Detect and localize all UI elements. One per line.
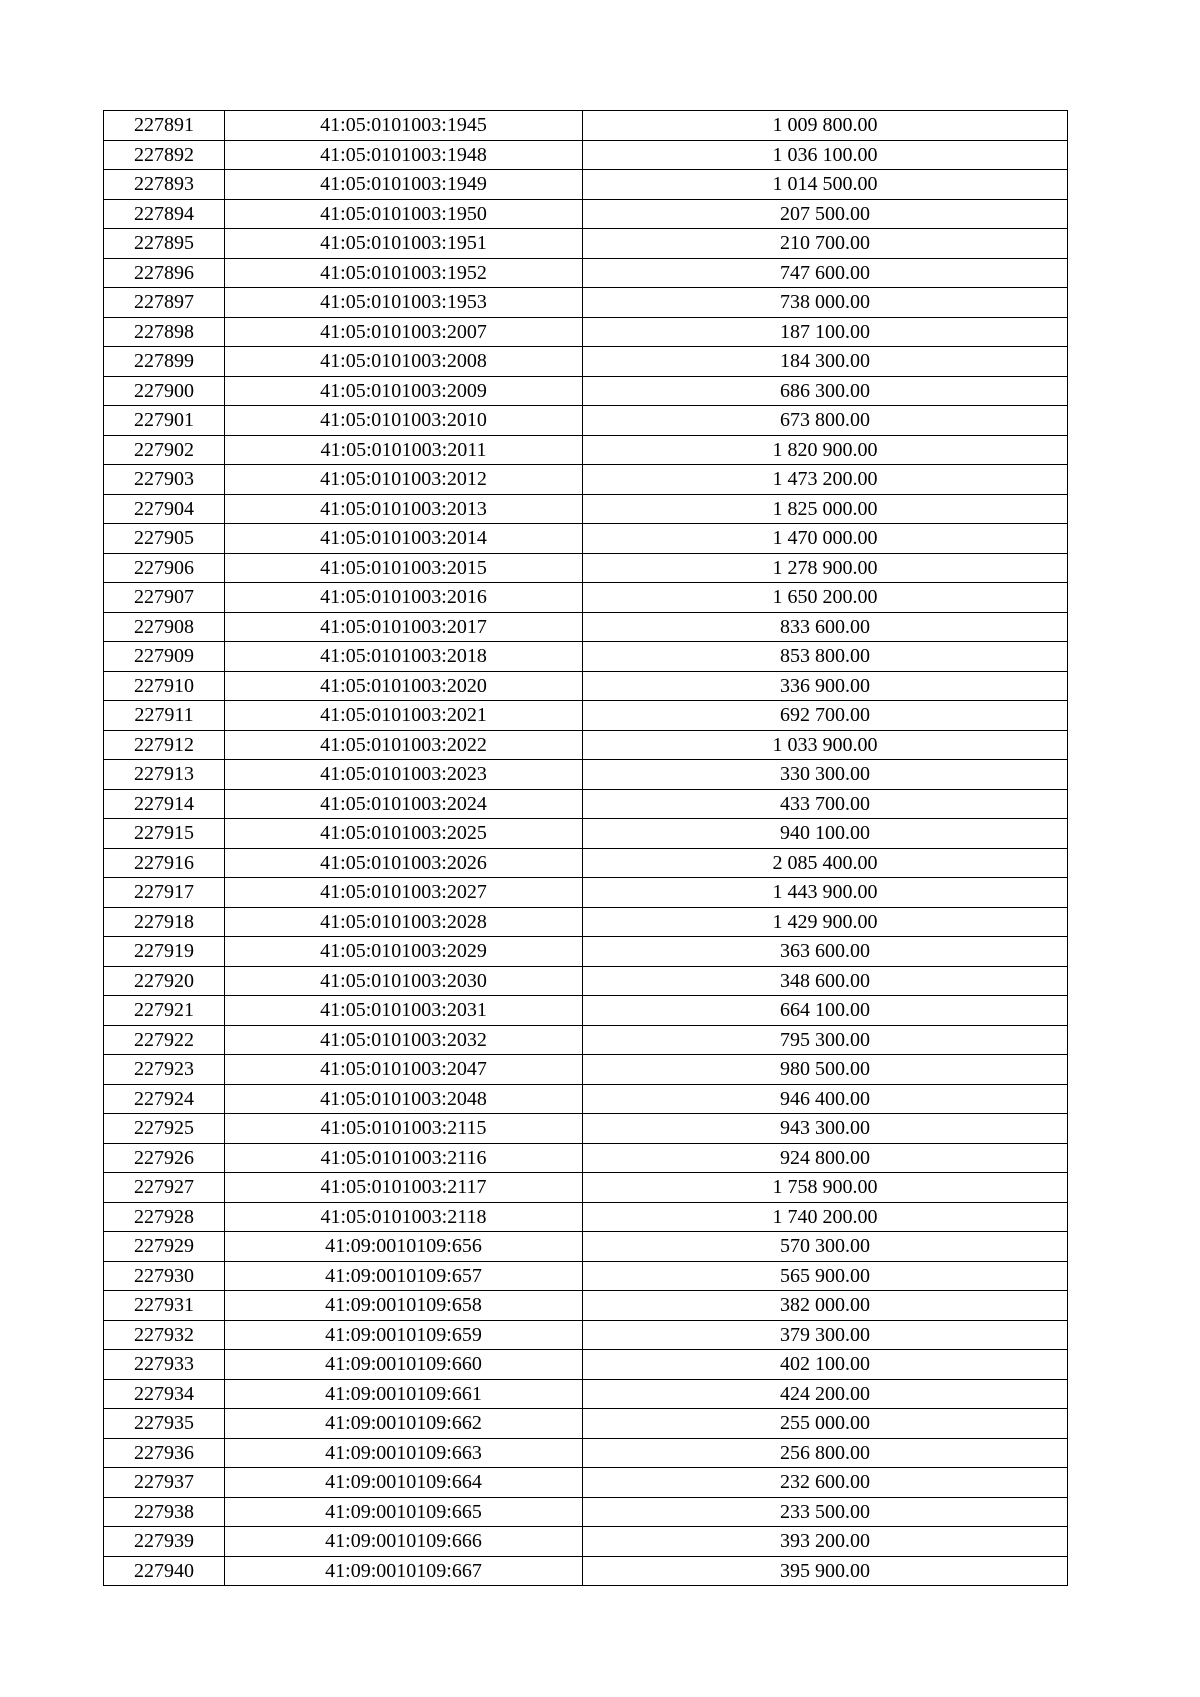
table-row xyxy=(104,907,1068,937)
table-row xyxy=(104,642,1068,672)
row-number-cell: 227891 xyxy=(104,111,225,141)
row-number-cell: 227918 xyxy=(104,907,225,937)
cadastral-number-cell: 41:05:0101003:2023 xyxy=(225,760,583,790)
row-number-cell: 227900 xyxy=(104,376,225,406)
table-row xyxy=(104,760,1068,790)
row-number-cell: 227927 xyxy=(104,1173,225,1203)
cadastral-number-cell: 41:05:0101003:2008 xyxy=(225,347,583,377)
table-row xyxy=(104,583,1068,613)
cadastral-number-cell: 41:05:0101003:2117 xyxy=(225,1173,583,1203)
row-number-cell: 227938 xyxy=(104,1497,225,1527)
row-number-cell: 227895 xyxy=(104,229,225,259)
cadastral-value-cell: 382 000.00 xyxy=(583,1291,1068,1321)
table-row xyxy=(104,1409,1068,1439)
cadastral-value-cell: 1 036 100.00 xyxy=(583,140,1068,170)
cadastral-number-cell: 41:05:0101003:2010 xyxy=(225,406,583,436)
row-number-cell: 227916 xyxy=(104,848,225,878)
cadastral-number-cell: 41:09:0010109:667 xyxy=(225,1556,583,1586)
row-number-cell: 227914 xyxy=(104,789,225,819)
row-number-cell: 227919 xyxy=(104,937,225,967)
row-number-cell: 227913 xyxy=(104,760,225,790)
table-row xyxy=(104,170,1068,200)
table-row xyxy=(104,258,1068,288)
cadastral-number-cell: 41:05:0101003:1949 xyxy=(225,170,583,200)
cadastral-number-cell: 41:05:0101003:2024 xyxy=(225,789,583,819)
cadastral-value-cell: 738 000.00 xyxy=(583,288,1068,318)
row-number-cell: 227902 xyxy=(104,435,225,465)
row-number-cell: 227923 xyxy=(104,1055,225,1085)
cadastral-value-cell: 255 000.00 xyxy=(583,1409,1068,1439)
table-row xyxy=(104,671,1068,701)
cadastral-value-cell: 402 100.00 xyxy=(583,1350,1068,1380)
row-number-cell: 227894 xyxy=(104,199,225,229)
cadastral-value-cell: 946 400.00 xyxy=(583,1084,1068,1114)
row-number-cell: 227898 xyxy=(104,317,225,347)
row-number-cell: 227924 xyxy=(104,1084,225,1114)
cadastral-number-cell: 41:05:0101003:2028 xyxy=(225,907,583,937)
cadastral-value-cell: 1 758 900.00 xyxy=(583,1173,1068,1203)
cadastral-value-cell: 1 278 900.00 xyxy=(583,553,1068,583)
table-row xyxy=(104,111,1068,141)
table-row xyxy=(104,966,1068,996)
cadastral-number-cell: 41:09:0010109:662 xyxy=(225,1409,583,1439)
table-row xyxy=(104,1468,1068,1498)
row-number-cell: 227901 xyxy=(104,406,225,436)
cadastral-value-cell: 1 014 500.00 xyxy=(583,170,1068,200)
cadastral-value-cell: 2 085 400.00 xyxy=(583,848,1068,878)
row-number-cell: 227909 xyxy=(104,642,225,672)
cadastral-value-cell: 686 300.00 xyxy=(583,376,1068,406)
row-number-cell: 227935 xyxy=(104,1409,225,1439)
cadastral-value-cell: 943 300.00 xyxy=(583,1114,1068,1144)
table-row xyxy=(104,1084,1068,1114)
table-row xyxy=(104,140,1068,170)
cadastral-value-cell: 424 200.00 xyxy=(583,1379,1068,1409)
table-row xyxy=(104,406,1068,436)
cadastral-number-cell: 41:09:0010109:656 xyxy=(225,1232,583,1262)
cadastral-number-cell: 41:05:0101003:2007 xyxy=(225,317,583,347)
table-row xyxy=(104,819,1068,849)
row-number-cell: 227934 xyxy=(104,1379,225,1409)
cadastral-value-cell: 232 600.00 xyxy=(583,1468,1068,1498)
table-row xyxy=(104,612,1068,642)
row-number-cell: 227904 xyxy=(104,494,225,524)
cadastral-number-cell: 41:05:0101003:2025 xyxy=(225,819,583,849)
cadastral-number-cell: 41:05:0101003:2029 xyxy=(225,937,583,967)
table-row xyxy=(104,465,1068,495)
row-number-cell: 227907 xyxy=(104,583,225,613)
row-number-cell: 227911 xyxy=(104,701,225,731)
row-number-cell: 227912 xyxy=(104,730,225,760)
cadastral-number-cell: 41:05:0101003:2013 xyxy=(225,494,583,524)
cadastral-value-cell: 433 700.00 xyxy=(583,789,1068,819)
cadastral-value-cell: 565 900.00 xyxy=(583,1261,1068,1291)
row-number-cell: 227905 xyxy=(104,524,225,554)
table-row xyxy=(104,288,1068,318)
row-number-cell: 227931 xyxy=(104,1291,225,1321)
table-row xyxy=(104,1025,1068,1055)
cadastral-number-cell: 41:05:0101003:1948 xyxy=(225,140,583,170)
cadastral-value-cell: 853 800.00 xyxy=(583,642,1068,672)
row-number-cell: 227922 xyxy=(104,1025,225,1055)
cadastral-value-cell: 1 470 000.00 xyxy=(583,524,1068,554)
row-number-cell: 227937 xyxy=(104,1468,225,1498)
row-number-cell: 227897 xyxy=(104,288,225,318)
table-row xyxy=(104,1320,1068,1350)
table-row xyxy=(104,1291,1068,1321)
cadastral-value-cell: 1 650 200.00 xyxy=(583,583,1068,613)
table-row xyxy=(104,524,1068,554)
cadastral-number-cell: 41:05:0101003:2048 xyxy=(225,1084,583,1114)
cadastral-number-cell: 41:05:0101003:2017 xyxy=(225,612,583,642)
cadastral-number-cell: 41:05:0101003:2015 xyxy=(225,553,583,583)
cadastral-number-cell: 41:05:0101003:2027 xyxy=(225,878,583,908)
cadastral-value-cell: 379 300.00 xyxy=(583,1320,1068,1350)
cadastral-value-cell: 570 300.00 xyxy=(583,1232,1068,1262)
cadastral-value-cell: 673 800.00 xyxy=(583,406,1068,436)
cadastral-value-cell: 1 473 200.00 xyxy=(583,465,1068,495)
cadastral-value-cell: 233 500.00 xyxy=(583,1497,1068,1527)
cadastral-number-cell: 41:05:0101003:2030 xyxy=(225,966,583,996)
row-number-cell: 227920 xyxy=(104,966,225,996)
table-row xyxy=(104,1114,1068,1144)
cadastral-value-cell: 210 700.00 xyxy=(583,229,1068,259)
row-number-cell: 227892 xyxy=(104,140,225,170)
cadastral-number-cell: 41:05:0101003:2032 xyxy=(225,1025,583,1055)
cadastral-number-cell: 41:05:0101003:1951 xyxy=(225,229,583,259)
table-row xyxy=(104,789,1068,819)
cadastral-value-cell: 348 600.00 xyxy=(583,966,1068,996)
row-number-cell: 227915 xyxy=(104,819,225,849)
table-row xyxy=(104,376,1068,406)
cadastral-number-cell: 41:09:0010109:659 xyxy=(225,1320,583,1350)
cadastral-number-cell: 41:05:0101003:2014 xyxy=(225,524,583,554)
table-row xyxy=(104,553,1068,583)
cadastral-value-cell: 1 429 900.00 xyxy=(583,907,1068,937)
table-row xyxy=(104,494,1068,524)
row-number-cell: 227940 xyxy=(104,1556,225,1586)
cadastral-value-cell: 187 100.00 xyxy=(583,317,1068,347)
row-number-cell: 227921 xyxy=(104,996,225,1026)
table-row xyxy=(104,730,1068,760)
cadastral-value-cell: 980 500.00 xyxy=(583,1055,1068,1085)
cadastral-value-cell: 395 900.00 xyxy=(583,1556,1068,1586)
table-row xyxy=(104,1055,1068,1085)
table-row xyxy=(104,1497,1068,1527)
cadastral-number-cell: 41:09:0010109:663 xyxy=(225,1438,583,1468)
cadastral-number-cell: 41:05:0101003:2031 xyxy=(225,996,583,1026)
cadastral-number-cell: 41:05:0101003:2020 xyxy=(225,671,583,701)
row-number-cell: 227932 xyxy=(104,1320,225,1350)
row-number-cell: 227893 xyxy=(104,170,225,200)
table-row xyxy=(104,1438,1068,1468)
cadastral-value-cell: 1 443 900.00 xyxy=(583,878,1068,908)
cadastral-value-cell: 747 600.00 xyxy=(583,258,1068,288)
cadastral-number-cell: 41:05:0101003:2047 xyxy=(225,1055,583,1085)
cadastral-value-cell: 363 600.00 xyxy=(583,937,1068,967)
cadastral-number-cell: 41:09:0010109:661 xyxy=(225,1379,583,1409)
cadastral-value-cell: 940 100.00 xyxy=(583,819,1068,849)
cadastral-value-cell: 664 100.00 xyxy=(583,996,1068,1026)
cadastral-value-cell: 330 300.00 xyxy=(583,760,1068,790)
cadastral-value-cell: 1 820 900.00 xyxy=(583,435,1068,465)
row-number-cell: 227936 xyxy=(104,1438,225,1468)
cadastral-number-cell: 41:05:0101003:1953 xyxy=(225,288,583,318)
table-row xyxy=(104,937,1068,967)
cadastral-number-cell: 41:05:0101003:1952 xyxy=(225,258,583,288)
cadastral-number-cell: 41:05:0101003:2021 xyxy=(225,701,583,731)
table-row xyxy=(104,1173,1068,1203)
cadastral-number-cell: 41:05:0101003:2016 xyxy=(225,583,583,613)
cadastral-number-cell: 41:05:0101003:2012 xyxy=(225,465,583,495)
cadastral-number-cell: 41:05:0101003:2009 xyxy=(225,376,583,406)
cadastral-number-cell: 41:05:0101003:2022 xyxy=(225,730,583,760)
cadastral-number-cell: 41:05:0101003:2018 xyxy=(225,642,583,672)
table-row xyxy=(104,1202,1068,1232)
cadastral-number-cell: 41:09:0010109:658 xyxy=(225,1291,583,1321)
row-number-cell: 227910 xyxy=(104,671,225,701)
cadastral-value-cell: 692 700.00 xyxy=(583,701,1068,731)
cadastral-value-cell: 1 825 000.00 xyxy=(583,494,1068,524)
row-number-cell: 227896 xyxy=(104,258,225,288)
row-number-cell: 227926 xyxy=(104,1143,225,1173)
row-number-cell: 227930 xyxy=(104,1261,225,1291)
cadastral-number-cell: 41:05:0101003:2011 xyxy=(225,435,583,465)
table-body xyxy=(104,111,1068,1586)
table-row xyxy=(104,1261,1068,1291)
row-number-cell: 227906 xyxy=(104,553,225,583)
row-number-cell: 227933 xyxy=(104,1350,225,1380)
cadastral-value-cell: 256 800.00 xyxy=(583,1438,1068,1468)
cadastral-number-cell: 41:05:0101003:2118 xyxy=(225,1202,583,1232)
cadastral-value-cell: 1 740 200.00 xyxy=(583,1202,1068,1232)
table-row xyxy=(104,1527,1068,1557)
cadastral-number-cell: 41:09:0010109:657 xyxy=(225,1261,583,1291)
table-row xyxy=(104,317,1068,347)
cadastral-number-cell: 41:05:0101003:1950 xyxy=(225,199,583,229)
table-row xyxy=(104,1379,1068,1409)
row-number-cell: 227917 xyxy=(104,878,225,908)
table-row xyxy=(104,1232,1068,1262)
cadastral-number-cell: 41:05:0101003:2115 xyxy=(225,1114,583,1144)
table-row xyxy=(104,1143,1068,1173)
row-number-cell: 227908 xyxy=(104,612,225,642)
table-row xyxy=(104,701,1068,731)
cadastral-value-cell: 184 300.00 xyxy=(583,347,1068,377)
table-row xyxy=(104,848,1068,878)
table-row xyxy=(104,1556,1068,1586)
table-row xyxy=(104,996,1068,1026)
table-row xyxy=(104,199,1068,229)
cadastral-value-cell: 1 009 800.00 xyxy=(583,111,1068,141)
cadastral-value-cell: 207 500.00 xyxy=(583,199,1068,229)
row-number-cell: 227939 xyxy=(104,1527,225,1557)
row-number-cell: 227925 xyxy=(104,1114,225,1144)
table-row xyxy=(104,347,1068,377)
cadastral-value-cell: 1 033 900.00 xyxy=(583,730,1068,760)
cadastral-number-cell: 41:05:0101003:2116 xyxy=(225,1143,583,1173)
cadastral-number-cell: 41:09:0010109:664 xyxy=(225,1468,583,1498)
cadastral-value-cell: 833 600.00 xyxy=(583,612,1068,642)
row-number-cell: 227903 xyxy=(104,465,225,495)
table-row xyxy=(104,435,1068,465)
cadastral-value-cell: 393 200.00 xyxy=(583,1527,1068,1557)
row-number-cell: 227899 xyxy=(104,347,225,377)
cadastral-number-cell: 41:09:0010109:665 xyxy=(225,1497,583,1527)
table-row xyxy=(104,1350,1068,1380)
cadastral-value-cell: 795 300.00 xyxy=(583,1025,1068,1055)
cadastral-value-cell: 336 900.00 xyxy=(583,671,1068,701)
cadastral-number-cell: 41:05:0101003:2026 xyxy=(225,848,583,878)
cadastral-value-cell: 924 800.00 xyxy=(583,1143,1068,1173)
table-row xyxy=(104,878,1068,908)
cadastral-number-cell: 41:05:0101003:1945 xyxy=(225,111,583,141)
row-number-cell: 227928 xyxy=(104,1202,225,1232)
cadastral-value-table xyxy=(103,110,1068,1586)
cadastral-number-cell: 41:09:0010109:666 xyxy=(225,1527,583,1557)
row-number-cell: 227929 xyxy=(104,1232,225,1262)
table-row xyxy=(104,229,1068,259)
cadastral-number-cell: 41:09:0010109:660 xyxy=(225,1350,583,1380)
